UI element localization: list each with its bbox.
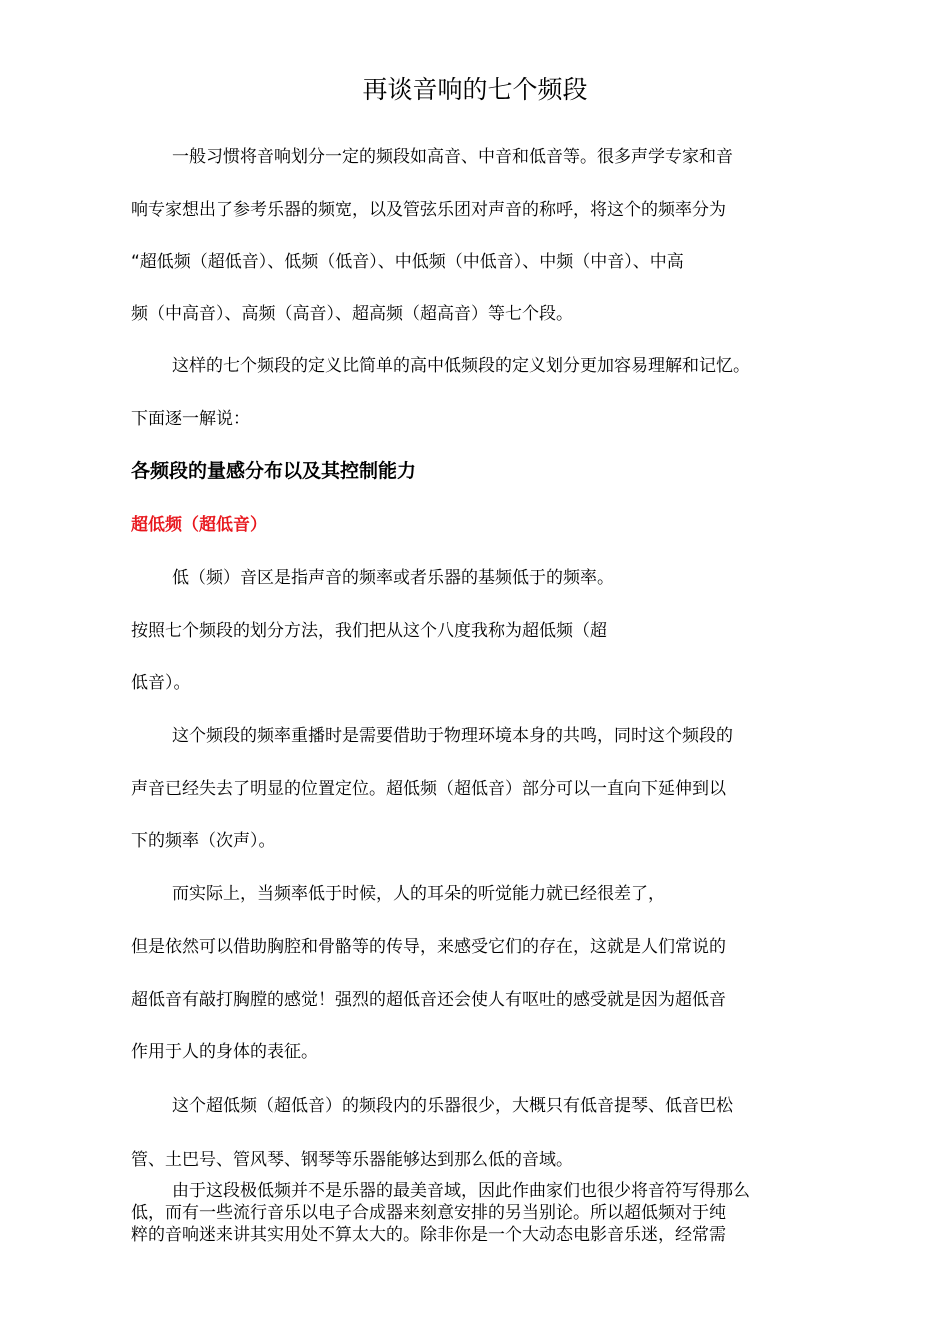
paragraph-line: 频（中高音）、高频（高音）、超高频（超高音）等七个段。 bbox=[131, 304, 573, 324]
paragraph-line: 超低音有敲打胸膛的感觉！强烈的超低音还会使人有呕吐的感受就是因为超低音 bbox=[131, 990, 726, 1010]
paragraph-line: 而实际上，当频率低于时候，人的耳朵的听觉能力就已经很差了， bbox=[172, 884, 665, 904]
paragraph-line: 但是依然可以借助胸腔和骨骼等的传导，来感受它们的存在，这就是人们常说的 bbox=[131, 937, 726, 957]
section-heading: 各频段的量感分布以及其控制能力 bbox=[131, 460, 417, 482]
paragraph-line: 一般习惯将音响划分一定的频段如高音、中音和低音等。很多声学专家和音 bbox=[172, 147, 733, 167]
paragraph-line: 声音已经失去了明显的位置定位。超低频（超低音）部分可以一直向下延伸到以 bbox=[131, 779, 726, 799]
paragraph-line: 由于这段极低频并不是乐器的最美音域，因此作曲家们也很少将音符写得那么 bbox=[172, 1181, 750, 1201]
paragraph-line: 这个超低频（超低音）的频段内的乐器很少，大概只有低音提琴、低音巴松 bbox=[172, 1096, 733, 1116]
paragraph-line: 粹的音响迷来讲其实用处不算太大的。除非你是一个大动态电影音乐迷，经常需 bbox=[131, 1225, 726, 1245]
paragraph-line: 下的频率（次声）。 bbox=[131, 831, 276, 851]
paragraph-line: 这样的七个频段的定义比简单的高中低频段的定义划分更加容易理解和记忆。 bbox=[172, 356, 750, 376]
paragraph-line: 管、土巴号、管风琴、钢琴等乐器能够达到那么低的音域。 bbox=[131, 1150, 573, 1170]
document-title: 再谈音响的七个频段 bbox=[362, 75, 588, 104]
paragraph-line: 响专家想出了参考乐器的频宽，以及管弦乐团对声音的称呼，将这个的频率分为 bbox=[131, 200, 726, 220]
paragraph-line: 下面逐一解说： bbox=[131, 409, 250, 429]
paragraph-line: 作用于人的身体的表征。 bbox=[131, 1042, 318, 1062]
paragraph-line: 按照七个频段的划分方法，我们把从这个八度我称为超低频（超 bbox=[131, 621, 607, 641]
paragraph-line: 低音）。 bbox=[131, 673, 191, 693]
paragraph-line: 这个频段的频率重播时是需要借助于物理环境本身的共鸣，同时这个频段的 bbox=[172, 726, 733, 746]
paragraph-line: 低（频）音区是指声音的频率或者乐器的基频低于的频率。 bbox=[172, 568, 614, 588]
paragraph-line: 低，而有一些流行音乐以电子合成器来刻意安排的另当别论。所以超低频对于纯 bbox=[131, 1203, 726, 1223]
paragraph-line: “超低频（超低音）、低频（低音）、中低频（中低音）、中频（中音）、中高 bbox=[131, 252, 684, 272]
subsection-heading: 超低频（超低音） bbox=[131, 515, 267, 535]
